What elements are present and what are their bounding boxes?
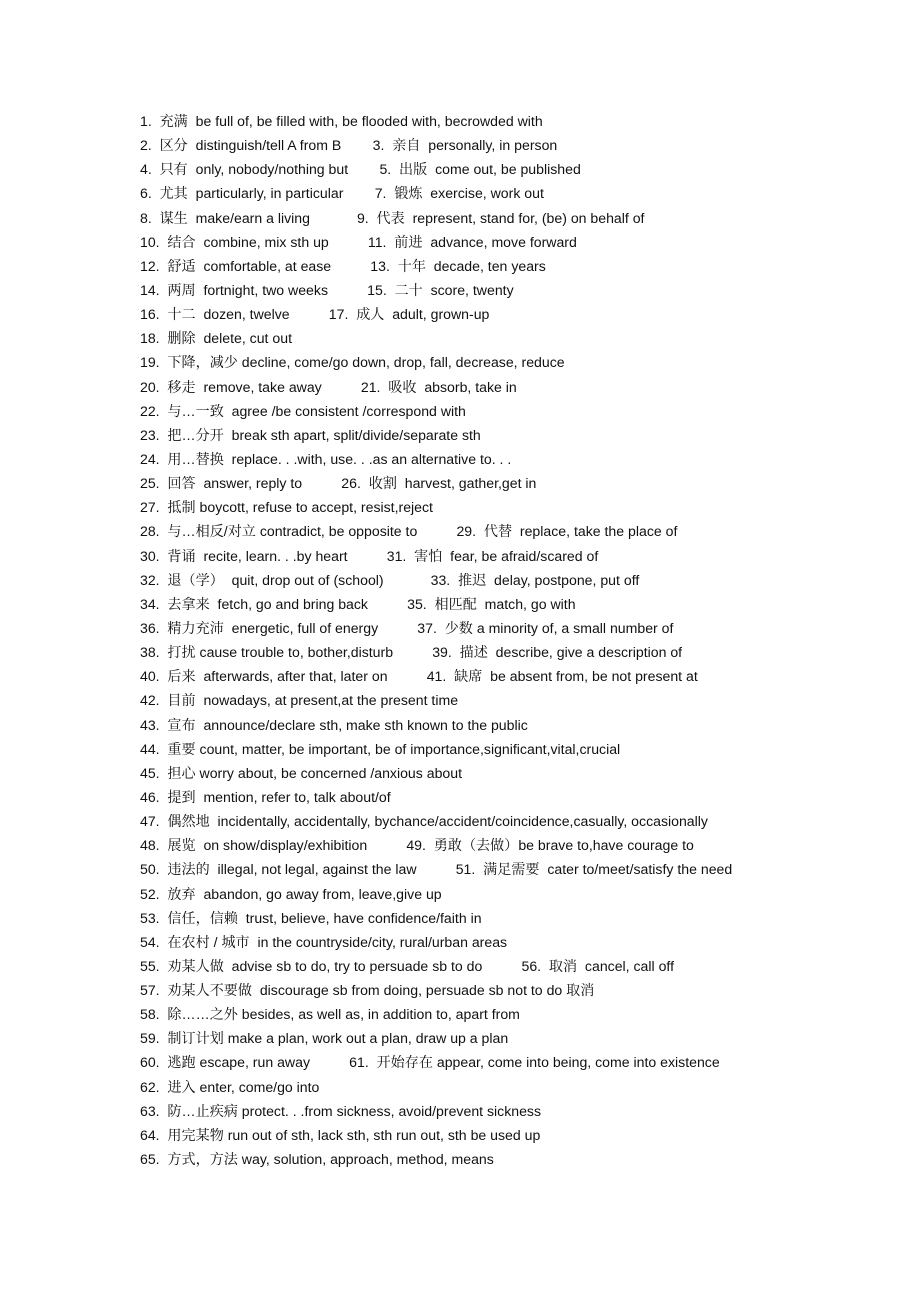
vocabulary-list	[140, 109, 900, 1171]
vocab-line: 25. 回答 answer, reply to 26. 收割 harvest, gather,get in	[140, 475, 537, 492]
vocab-line: 62. 进入 enter, come/go into	[140, 1078, 320, 1095]
vocab-line: 6. 尤其 particularly, in particular 7. 锻炼 exercise, work out	[140, 185, 544, 202]
vocab-line: 14. 两周 fortnight, two weeks 15. 二十 score, twenty	[140, 281, 514, 298]
vocab-line: 30. 背诵 recite, learn. . .by heart 31. 害怕 fear, be afraid/scared of	[140, 547, 599, 564]
vocab-line: 23. 把…分开 break sth apart, split/divide/separate sth	[140, 426, 481, 443]
vocab-line: 12. 舒适 comfortable, at ease 13. 十年 decade, ten years	[140, 257, 546, 274]
vocab-line: 32. 退（学） quit, drop out of (school) 33. 推迟 delay, postpone, put off	[140, 571, 640, 588]
vocab-line: 8. 谋生 make/earn a living 9. 代表 represent, stand for, (be) on behalf of	[140, 209, 645, 226]
vocab-line: 36. 精力充沛 energetic, full of energy 37. 少数 a minority of, a small number of	[140, 619, 674, 636]
vocab-line: 40. 后来 afterwards, after that, later on 41. 缺席 be absent from, be not present at	[140, 668, 698, 685]
vocab-line: 38. 打扰 cause trouble to, bother,disturb 39. 描述 describe, give a description of	[140, 644, 683, 661]
vocab-line: 22. 与…一致 agree /be consistent /correspond with	[140, 402, 466, 419]
vocab-line: 44. 重要 count, matter, be important, be of importance,significant,vital,crucial	[140, 740, 621, 757]
vocab-line: 60. 逃跑 escape, run away 61. 开始存在 appear, come into being, come into existence	[140, 1054, 720, 1071]
vocab-line: 42. 目前 nowadays, at present,at the present time	[140, 692, 459, 709]
vocab-line: 10. 结合 combine, mix sth up 11. 前进 advance, move forward	[140, 233, 577, 250]
vocab-line: 24. 用…替换 replace. . .with, use. . .as an alternative to. . .	[140, 450, 512, 467]
vocab-line: 55. 劝某人做 advise sb to do, try to persuade sb to do 56. 取消 cancel, call off	[140, 957, 674, 974]
vocab-line: 46. 提到 mention, refer to, talk about/of	[140, 788, 391, 805]
vocab-line: 53. 信任，信赖 trust, believe, have confidence/faith in	[140, 909, 482, 926]
vocab-line: 19. 下降，减少 decline, come/go down, drop, fall, decrease, reduce	[140, 354, 565, 371]
vocab-line: 45. 担心 worry about, be concerned /anxious about	[140, 764, 462, 781]
vocab-line: 50. 违法的 illegal, not legal, against the law 51. 满足需要 cater to/meet/satisfy the need	[140, 861, 733, 878]
vocab-line: 57. 劝某人不要做 discourage sb from doing, persuade sb not to do 取消	[140, 982, 595, 999]
vocab-line: 65. 方式，方法 way, solution, approach, method, means	[140, 1151, 494, 1168]
vocab-line: 18. 删除 delete, cut out	[140, 330, 292, 347]
vocab-line: 63. 防…止疾病 protect. . .from sickness, avoid/prevent sickness	[140, 1102, 542, 1119]
vocab-line: 48. 展览 on show/display/exhibition 49. 勇敢（去做）be brave to,have courage to	[140, 837, 694, 854]
vocab-line: 64. 用完某物 run out of sth, lack sth, sth run out, sth be used up	[140, 1126, 541, 1143]
vocab-line: 1. 充满 be full of, be filled with, be flooded with, becrowded with	[140, 113, 543, 129]
vocab-line: 54. 在农村 / 城市 in the countryside/city, rural/urban areas	[140, 933, 508, 950]
vocab-line: 52. 放弃 abandon, go away from, leave,give up	[140, 885, 442, 902]
vocab-line: 58. 除……之外 besides, as well as, in addition to, apart from	[140, 1006, 520, 1023]
vocab-line: 27. 抵制 boycott, refuse to accept, resist,reject	[140, 499, 433, 516]
vocab-line: 43. 宣布 announce/declare sth, make sth known to the public	[140, 716, 528, 733]
vocab-line: 16. 十二 dozen, twelve 17. 成人 adult, grown-up	[140, 306, 490, 323]
vocab-line: 59. 制订计划 make a plan, work out a plan, draw up a plan	[140, 1030, 509, 1047]
vocab-line: 4. 只有 only, nobody/nothing but 5. 出版 come out, be published	[140, 161, 581, 178]
vocab-line: 28. 与…相反/对立 contradict, be opposite to 29. 代替 replace, take the place of	[140, 523, 678, 540]
vocab-line: 2. 区分 distinguish/tell A from B 3. 亲自 personally, in person	[140, 137, 558, 154]
vocab-line: 34. 去拿来 fetch, go and bring back 35. 相匹配 match, go with	[140, 595, 576, 612]
vocab-line: 20. 移走 remove, take away 21. 吸收 absorb, take in	[140, 378, 517, 395]
vocab-line: 47. 偶然地 incidentally, accidentally, bychance/accident/coincidence,casually, occasionally	[140, 813, 708, 830]
